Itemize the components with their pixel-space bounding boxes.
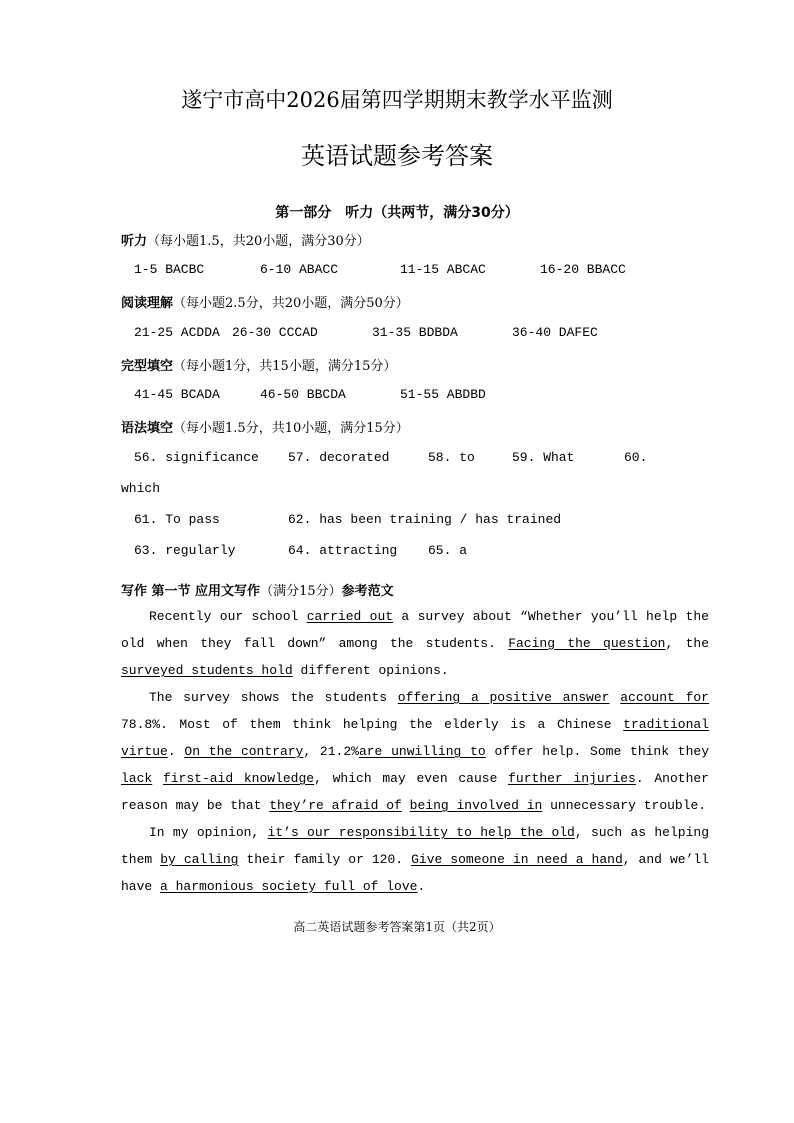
essay-text: , the <box>665 636 709 651</box>
essay-text: . <box>167 744 185 759</box>
essay-highlight: account for <box>620 690 709 705</box>
essay-text: unnecessary trouble. <box>542 798 707 813</box>
essay-text: . Another reason may be that <box>121 771 709 813</box>
essay-highlight: a harmonious society full of love <box>160 879 418 894</box>
answer-group: 16-20 BBACC <box>540 262 626 277</box>
essay-text: a survey about “Whether you’ll help the old when they fall down” among the students. <box>121 609 709 651</box>
essay-text: Recently our school <box>149 609 307 624</box>
answer-group: 26-30 CCCAD <box>232 325 318 340</box>
essay-text: , such as helping them <box>121 825 709 867</box>
essay-paragraph-1 <box>121 603 709 684</box>
section-note: （满分15分） <box>260 584 342 599</box>
exam-title: 遂宁市高中2026届第四学期期末教学水平监测 <box>181 88 613 112</box>
essay-highlight: Facing the question <box>508 636 666 651</box>
section-note: （每小题1.5分，共10小题，满分15分） <box>173 421 409 436</box>
section-cloze-heading <box>121 355 396 374</box>
answer-item: 64. attracting <box>288 543 398 558</box>
essay-highlight: lack <box>121 771 153 786</box>
essay-highlight: they’re afraid of <box>269 798 402 813</box>
answer-group: 6-10 ABACC <box>260 262 339 277</box>
subject-title: 英语试题参考答案 <box>301 142 493 170</box>
section-writing-heading <box>121 580 394 599</box>
essay-text <box>402 798 410 813</box>
answer-item: 58. to <box>428 450 475 465</box>
answer-group: 1-5 BACBC <box>134 262 205 277</box>
essay-text <box>152 771 163 786</box>
essay-text: , 21.2% <box>303 744 359 759</box>
section-reading-heading <box>121 292 409 311</box>
essay-highlight: it’s our responsibility to help the old <box>267 825 575 840</box>
answer-item: 61. To pass <box>134 512 220 527</box>
part-heading: 第一部分 听力（共两节，满分30分） <box>275 205 519 221</box>
essay-highlight: by calling <box>160 852 239 867</box>
essay-text: offer help. Some think they <box>485 744 710 759</box>
answer-item: which <box>121 481 161 496</box>
answer-item: 57. decorated <box>288 450 390 465</box>
essay-highlight: surveyed students hold <box>121 663 293 678</box>
essay-text: , and we’ll have <box>121 852 709 894</box>
answer-group: 46-50 BBCDA <box>260 387 346 402</box>
section-note: （每小题1分，共15小题，满分15分） <box>173 359 397 374</box>
answer-item: 63. regularly <box>134 543 236 558</box>
answer-group: 31-35 BDBDA <box>372 325 458 340</box>
answer-item: 56. significance <box>134 450 259 465</box>
section-name: 写作 第一节 应用文写作 <box>121 584 261 599</box>
essay-text: In my opinion, <box>149 825 268 840</box>
essay-highlight: Give someone in need a hand <box>411 852 623 867</box>
section-tail: 参考范文 <box>341 584 394 599</box>
answer-group: 21-25 ACDDA <box>134 325 220 340</box>
essay-text <box>609 690 620 705</box>
answer-group: 11-15 ABCAC <box>400 262 486 277</box>
essay-text: their family or 120. <box>238 852 412 867</box>
section-name: 语法填空 <box>121 421 174 436</box>
answer-item: 62. has been training / has trained <box>288 512 562 527</box>
essay-text: , which may even cause <box>314 771 509 786</box>
essay-text: The survey shows the students <box>149 690 398 705</box>
essay-highlight: being involved in <box>409 798 543 813</box>
section-name: 阅读理解 <box>121 296 174 311</box>
section-grammar-heading <box>121 417 409 436</box>
essay-text: different opinions. <box>292 663 449 678</box>
answer-item: 60. <box>624 450 648 465</box>
essay-highlight: carried out <box>306 609 394 624</box>
essay-highlight: On the contrary <box>184 744 304 759</box>
essay-highlight: offering a positive answer <box>397 690 610 705</box>
essay-paragraph-2 <box>121 684 709 819</box>
essay-text: 78.8%. Most of them think helping the elderly is a Chinese <box>121 717 624 732</box>
essay-highlight: further injuries <box>508 771 636 786</box>
section-note: （每小题2.5分，共20小题，满分50分） <box>173 296 409 311</box>
page-footer: 高二英语试题参考答案第1页（共2页） <box>293 920 501 934</box>
section-name: 听力 <box>121 234 148 249</box>
essay-highlight: traditional virtue <box>121 717 709 759</box>
section-note: （每小题1.5，共20小题，满分30分） <box>147 234 370 249</box>
answer-group: 41-45 BCADA <box>134 387 220 402</box>
section-name: 完型填空 <box>121 359 174 374</box>
answer-item: 65. a <box>428 543 468 558</box>
answer-item: 59. What <box>512 450 575 465</box>
essay-highlight: first-aid knowledge <box>162 771 315 786</box>
section-listening-heading <box>121 230 370 249</box>
essay-text: . <box>417 879 426 894</box>
essay-paragraph-3 <box>121 819 709 900</box>
essay-highlight: are unwilling to <box>358 744 486 759</box>
answer-group: 51-55 ABDBD <box>400 387 486 402</box>
answer-group: 36-40 DAFEC <box>512 325 598 340</box>
